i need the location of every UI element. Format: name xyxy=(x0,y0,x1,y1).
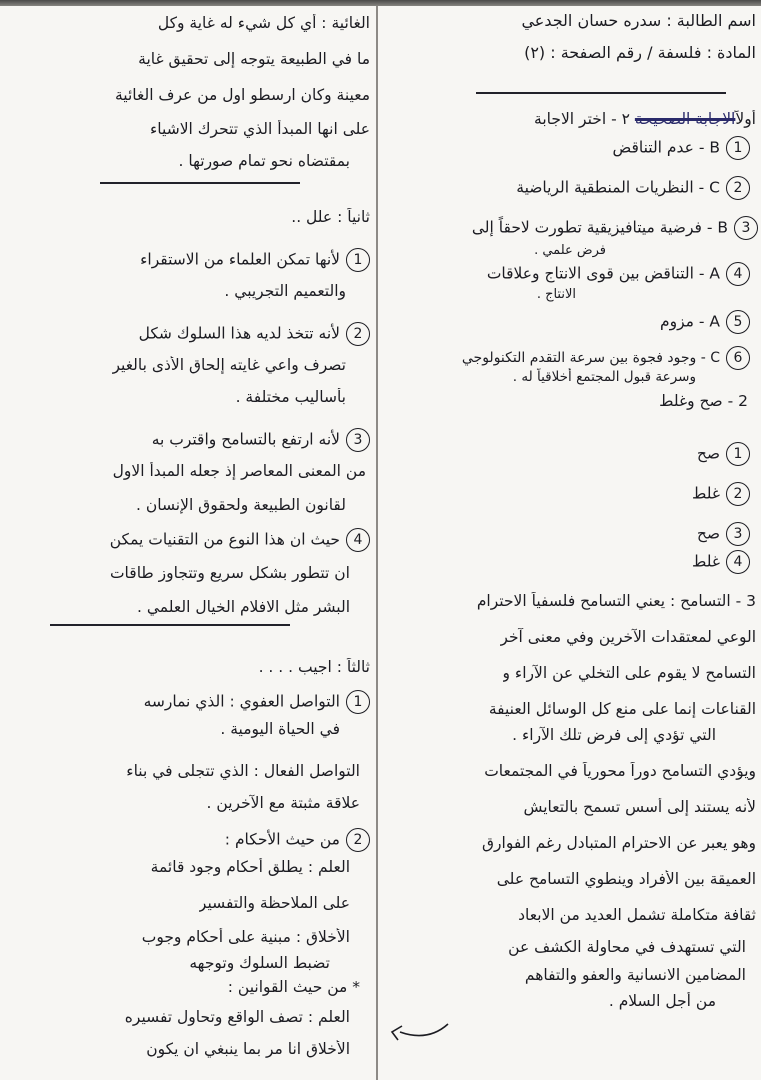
item-number-circle: 2 xyxy=(346,322,370,346)
tf-item xyxy=(697,522,750,546)
mcq-answer: A - مزوم xyxy=(660,312,720,331)
mcq-item xyxy=(487,262,750,286)
item-number-circle: 4 xyxy=(346,528,370,552)
reason-line: تصرف واعي غايته إلحاق الأذى بالغير xyxy=(112,356,346,374)
answer-line: في الحياة اليومية . xyxy=(220,720,340,738)
answer-line: الأخلاق انا مر بما ينبغي ان يكون xyxy=(146,1040,350,1058)
q3-line: من أجل السلام . xyxy=(608,992,716,1010)
intro-line: معينة وكان ارسطو اول من عرف الغائية xyxy=(114,86,370,104)
section1-prefix: أولاً xyxy=(735,110,756,128)
mcq-item xyxy=(462,346,750,370)
tf-item xyxy=(692,550,750,574)
section3-title: ثالثاً : اجيب . . . . xyxy=(258,658,370,676)
reason-line: البشر مثل الافلام الخيال العلمي . xyxy=(137,598,350,616)
reason-item xyxy=(140,248,370,272)
mcq-item xyxy=(660,310,750,334)
section-rule xyxy=(100,182,300,184)
answer-line: علاقة مثبتة مع الآخرين . xyxy=(206,794,360,812)
q3-line: الوعي لمعتقدات الآخرين وفي معنى آخر xyxy=(500,628,756,646)
continue-arrow-icon xyxy=(388,1018,458,1048)
reason-line: ان تتطور بشكل سريع وتتجاوز طاقات xyxy=(109,564,350,582)
item-number-circle: 2 xyxy=(726,482,750,506)
q3-line: 3 - التسامح : يعني التسامح فلسفياً الاحترام xyxy=(476,592,756,610)
header-rule xyxy=(476,92,726,94)
reason-line: من المعنى المعاصر إذ جعله المبدأ الاول xyxy=(112,462,366,480)
answer-item xyxy=(225,828,370,852)
q3-line: ويؤدي التسامح دوراً محورياً في المجتمعات xyxy=(484,762,756,780)
item-number-circle: 3 xyxy=(726,522,750,546)
section2-title: ثانياً : علل .. xyxy=(291,208,370,226)
section1-title: ٢ - اختر الاجابة xyxy=(534,110,630,128)
tf-answer: صح xyxy=(696,524,720,543)
reason-line: لأنه ارتفع بالتسامح واقترب به xyxy=(151,430,340,449)
item-number-circle: 4 xyxy=(726,262,750,286)
item-number-circle: 2 xyxy=(726,176,750,200)
mcq-answer: B - عدم التناقض xyxy=(612,138,720,157)
reason-item xyxy=(139,322,370,346)
item-number-circle: 1 xyxy=(346,248,370,272)
answer-line: على الملاحظة والتفسير xyxy=(198,894,350,912)
reason-line: حيث ان هذا النوع من التقنيات يمكن xyxy=(109,530,340,549)
subject-page: المادة : فلسفة / رقم الصفحة : (٢) xyxy=(524,44,756,62)
mcq-answer: A - التناقض بين قوى الانتاج وعلاقات xyxy=(486,264,720,283)
answer-line: العلم : يطلق أحكام وجود قائمة xyxy=(150,858,350,876)
reason-line: والتعميم التجريبي . xyxy=(224,282,346,300)
item-number-circle: 2 xyxy=(346,828,370,852)
mcq-continuation: فرض علمي . xyxy=(534,243,606,258)
reason-line: لقانون الطبيعة ولحقوق الإنسان . xyxy=(136,496,346,514)
item-number-circle: 3 xyxy=(734,216,758,240)
answer-line: الأخلاق : مبنية على أحكام وجوب xyxy=(141,928,350,946)
student-name: اسم الطالبة : سدره حسان الجدعي xyxy=(521,12,756,30)
mcq-answer: B - فرضية ميتافيزيقية تطورت لاحقاً إلى xyxy=(471,218,728,237)
mcq-continuation: وسرعة قبول المجتمع أخلاقياً له . xyxy=(512,369,696,385)
item-number-circle: 1 xyxy=(726,136,750,160)
tf-item xyxy=(697,442,750,466)
reason-item xyxy=(110,528,370,552)
mcq-item xyxy=(472,216,758,240)
mcq-item xyxy=(612,136,750,160)
item-number-circle: 5 xyxy=(726,310,750,334)
item-number-circle: 6 xyxy=(726,346,750,370)
answer-line: من حيث الأحكام : xyxy=(224,830,340,849)
tf-title: 2 - صح وغلط xyxy=(659,392,748,410)
reason-line: لأنها تمكن العلماء من الاستقراء xyxy=(140,250,340,269)
answer-line: التواصل الفعال : الذي تتجلى في بناء xyxy=(126,762,360,780)
q3-line: وهو يعبر عن الاحترام المتبادل رغم الفوارق xyxy=(482,834,756,852)
intro-line: الغائية : أي كل شيء له غاية وكل xyxy=(157,14,370,32)
reason-line: بأساليب مختلفة . xyxy=(235,388,346,406)
mcq-continuation: الانتاج . xyxy=(536,287,576,302)
q3-line: ثقافة متكاملة تشمل العديد من الابعاد xyxy=(518,906,756,924)
tf-item xyxy=(692,482,750,506)
tf-answer: صح xyxy=(696,444,720,463)
intro-line: بمقتضاه نحو تمام صورتها . xyxy=(178,152,350,170)
answer-line: التواصل العفوي : الذي نمارسه xyxy=(143,692,340,711)
reason-item xyxy=(152,428,370,452)
q3-line: القناعات إنما على منع كل الوسائل العنيفة xyxy=(488,700,756,718)
item-number-circle: 4 xyxy=(726,550,750,574)
q3-line: العميقة بين الأفراد وينطوي التسامح على xyxy=(496,870,756,888)
section-rule xyxy=(50,624,290,626)
tf-answer: غلط xyxy=(692,484,720,503)
item-number-circle: 1 xyxy=(726,442,750,466)
q3-line: التسامح لا يقوم على التخلي عن الآراء و xyxy=(502,664,756,682)
struck-text: الاجابة الصحيحة xyxy=(634,110,736,128)
q3-line: المضامين الانسانية والعفو والتفاهم xyxy=(524,966,746,984)
answer-line: العلم : تصف الواقع وتحاول تفسيره xyxy=(124,1008,350,1026)
answer-item xyxy=(144,690,370,714)
q3-line: التي تؤدي إلى فرض تلك الآراء . xyxy=(512,726,716,744)
tf-answer: غلط xyxy=(692,552,720,571)
mcq-item xyxy=(516,176,750,200)
reason-line: لأنه تتخذ لديه هذا السلوك شكل xyxy=(138,324,340,343)
intro-line: على انها المبدأ الذي تتحرك الاشياء xyxy=(150,120,370,138)
q3-line: التي تستهدف في محاولة الكشف عن xyxy=(508,938,746,956)
column-divider xyxy=(376,6,378,1080)
section1-heading xyxy=(534,110,756,128)
item-number-circle: 3 xyxy=(346,428,370,452)
item-number-circle: 1 xyxy=(346,690,370,714)
answer-line: تضبط السلوك وتوجهه xyxy=(189,954,330,972)
answer-line: * من حيث القوانين : xyxy=(227,978,360,996)
mcq-answer: C - النظريات المنطقية الرياضية xyxy=(516,178,720,197)
mcq-answer: C - وجود فجوة بين سرعة التقدم التكنولوجي xyxy=(461,350,720,366)
intro-line: ما في الطبيعة يتوجه إلى تحقيق غاية xyxy=(138,50,370,68)
q3-line: لأنه يستند إلى أسس تسمح بالتعايش xyxy=(523,798,756,816)
